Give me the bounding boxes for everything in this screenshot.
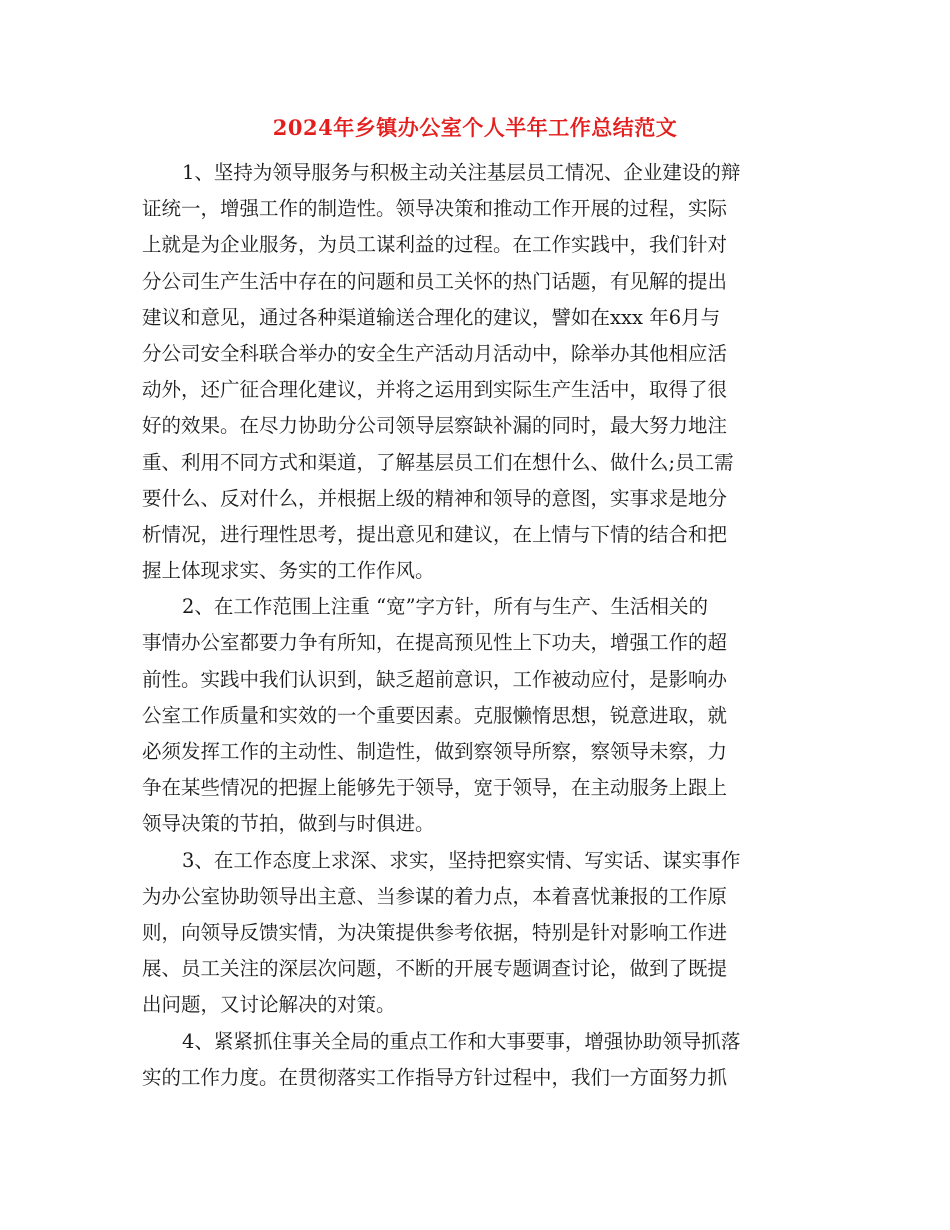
paragraph-line: 动外，还广征合理化建议，并将之运用到实际生产生活中，取得了很 [142, 378, 728, 402]
paragraph-line: 事情办公室都要力争有所知，在提高预见性上下功夫，增强工作的超 [142, 631, 728, 655]
paragraph-line: 必须发挥工作的主动性、制造性，做到察领导所察，察领导未察，力 [142, 740, 728, 763]
paragraph-line: 好的效果。在尽力协助分公司领导层察缺补漏的同时，最大努力地注 [142, 414, 728, 438]
paragraph-line: 上就是为企业服务，为员工谋利益的过程。在工作实践中，我们针对 [142, 233, 728, 257]
paragraph-2 [142, 589, 806, 842]
paragraph-line: 公室工作质量和实效的一个重要因素。克服懒惰思想，锐意进取，就 [142, 703, 728, 727]
paragraph-line: 重、利用不同方式和渠道，了解基层员工们在想什么、做什么;员工需 [142, 450, 734, 474]
document-title: 2024年乡镇办公室个人半年工作总结范文 [272, 115, 678, 140]
paragraph-line: 争在某些情况的把握上能够先于领导，宽于领导，在主动服务上跟上 [142, 776, 728, 800]
paragraph-line: 要什么、反对什么，并根据上级的精神和领导的意图，实事求是地分 [142, 486, 728, 510]
document-body [142, 155, 806, 1096]
paragraph-line: 证统一，增强工作的制造性。领导决策和推动工作开展的过程，实际 [142, 197, 728, 221]
paragraph-line: 4、紧紧抓住事关全局的重点工作和大事要事，增强协助领导抓落 [182, 1029, 741, 1053]
paragraph-3 [142, 843, 806, 1024]
paragraph-line: 领导决策的节拍，做到与时俱进。 [142, 812, 435, 836]
paragraph-line: 前性。实践中我们认识到，缺乏超前意识，工作被动应付，是影响办 [142, 667, 728, 691]
paragraph-line: 析情况，进行理性思考，提出意见和建议，在上情与下情的结合和把 [142, 522, 728, 546]
paragraph-line: 3、在工作态度上求深、求实，坚持把察实情、写实话、谋实事作 [182, 848, 741, 872]
paragraph-line: 建议和意见，通过各种渠道输送合理化的建议，譬如在xxx 年6月与 [142, 305, 721, 329]
paragraph-line: 出问题，又讨论解决的对策。 [142, 993, 396, 1017]
paragraph-line: 1、坚持为领导服务与积极主动关注基层员工情况、企业建设的辩 [182, 161, 741, 184]
paragraph-line: 为办公室协助领导出主意、当参谋的着力点，本着喜忧兼报的工作原 [142, 884, 728, 908]
paragraph-1 [142, 155, 806, 589]
paragraph-line: 则，向领导反馈实情，为决策提供参考依据，特别是针对影响工作进 [142, 920, 728, 944]
paragraph-line: 分公司生产生活中存在的问题和员工关怀的热门话题，有见解的提出 [142, 269, 728, 293]
paragraph-line: 分公司安全科联合举办的安全生产活动月活动中，除举办其他相应活 [142, 341, 728, 365]
paragraph-line: 握上体现求实、务实的工作作风。 [142, 559, 435, 583]
paragraph-4 [142, 1024, 806, 1096]
paragraph-line: 实的工作力度。在贯彻落实工作指导方针过程中，我们一方面努力抓 [142, 1065, 728, 1089]
paragraph-line: 展、员工关注的深层次问题，不断的开展专题调查讨论，做到了既提 [142, 957, 728, 981]
paragraph-line: 2、在工作范围上注重 “宽”字方针，所有与生产、生活相关的 [182, 595, 709, 619]
